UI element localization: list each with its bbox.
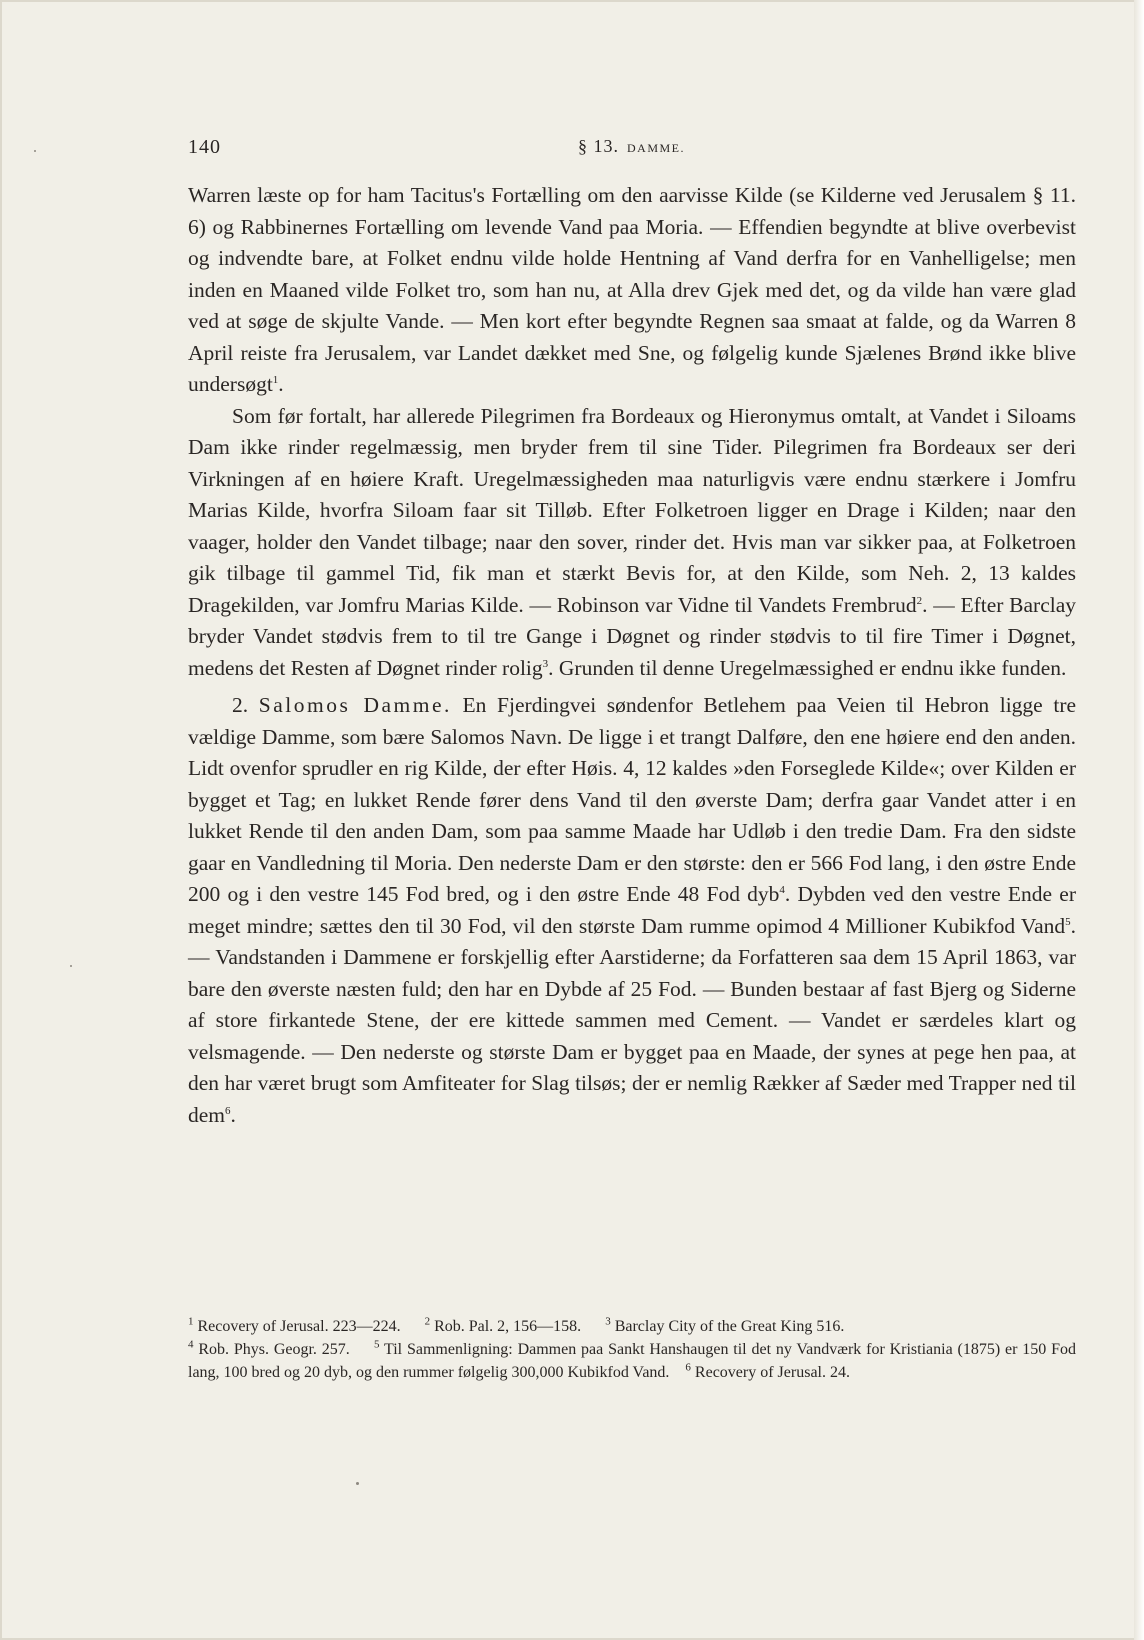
footnote-block-2 [188, 1338, 1076, 1384]
footnote-text: Rob. Phys. Geogr. 257. [198, 1341, 350, 1358]
body-text [188, 180, 1076, 1131]
section-number: § 13. [578, 136, 619, 156]
footnote-mark: 3 [605, 1315, 611, 1328]
footnote-ref-2: 2 [916, 594, 923, 607]
footnote-text: Barclay City of the Great King 516. [614, 1318, 845, 1335]
subsection-number: 2. [232, 693, 249, 717]
footnote-mark: 2 [424, 1315, 431, 1328]
paragraph-3-text-b: . Dybden ved den vestre Ende er meget mindre; sættes den til 30 Fod, vil den største Dam rumme opimod 4 Millioner Kubikfod Vand [188, 882, 1077, 938]
footnote-mark: 5 [373, 1338, 380, 1351]
footnote-text: Rob. Pal. 2, 156—158. [434, 1318, 582, 1335]
footnote-mark: 1 [188, 1315, 194, 1328]
paragraph-3-text-a: En Fjerdingvei søndenfor Betlehem paa Veien til Hebron ligge tre vældige Damme, som bære Salomos Navn. De ligge i et trangt Dalføre, den ene høiere end den anden. Lidt ovenfor sprudler en rig Kilde, der efter Høis. 4, 12 kaldes »den Forseglede Kilde«; over Kilden er bygget et Tag; en lukket Rende fører dens Vand til den øverste Dam; derfra gaar Vandet atter i en lukket Rende til den anden Dam, som paa samme Maade har Udløb i den tredie Dam. Fra den sidste gaar en Vandledning til Moria. Den nederste Dam er den største: den er 566 Fod lang, i den østre Ende 200 og i den vestre 145 Fod bred, og i den østre Ende 48 Fod dyb [188, 693, 1077, 906]
paragraph-3-end: . [230, 1102, 236, 1127]
paragraph-2-text-a: Som før fortalt, har allerede Pilegrimen fra Bordeaux og Hieronymus omtalt, at Vandet i Siloams Dam ikke rinder regelmæssig, men bryder frem til sine Tider. Pilegrimen fra Bordeaux ser deri Virkningen af en høiere Kraft. Uregelmæssigheden maa naturligvis være endnu stærkere i Jomfru Marias Kilde, hvorfra Siloam faar sit Tilløb. Efter Folketroen ligger en Drage i Kilden; naar den vaager, holder den Vandet tilbage; naar den sover, rinder det. Hvis man var sikker paa, at Folketroen gik tilbage til gammel Tid, fik man et stærkt Bevis for, at den Kilde, som Neh. 2, 13 kaldes Dragekilden, var Jomfru Marias Kilde. — Robinson var Vidne til Vandets Frembrud [188, 403, 1076, 617]
paragraph-3-text-c: . — Vandstanden i Dammene er forskjellig efter Aarstiderne; da Forfatteren saa dem 15 April 1863, var bare den øverste næsten fuld; den har en Dybde af 25 Fod. — Bunden bestaar af fast Bjerg og Siderne af store firkantede Stene, der ere kittede sammen med Cement. — Vandet er særdeles klart og velsmagende. — Den nederste og største Dam er bygget paa en Maade, der synes at pege hen paa, at den har været brugt som Amfiteater for Slag tilsøs; der er nemlig Rækker af Sæder med Trapper ned til dem [188, 913, 1076, 1127]
footnotes [188, 1315, 1076, 1384]
footnote-text: Recovery of Jerusal. 24. [694, 1364, 850, 1381]
page-edge [1134, 0, 1144, 1640]
paragraph-2 [188, 401, 1076, 685]
footnote-mark: 4 [188, 1338, 194, 1351]
footnote-ref-1: 1 [272, 373, 279, 386]
section-heading [578, 136, 685, 157]
footnote-text: Recovery of Jerusal. 223—224. [197, 1318, 401, 1335]
paper-speck [356, 1482, 359, 1485]
paragraph-1 [188, 180, 1076, 401]
section-title: DAMME. [627, 141, 686, 155]
footnote-block-1 [188, 1315, 1076, 1338]
paragraph-1-end: . [278, 372, 284, 396]
subsection-title: Salomos Damme. [258, 693, 452, 717]
paragraph-1-text: Warren læste op for ham Tacitus's Fortælling om den aarvisse Kilde (se Kilderne ved Jerusalem § 11. 6) og Rabbinernes Fortælling om levende Vand paa Moria. — Effendien begyndte at blive overbevist og indvendte bare, at Folket endnu vilde holde Hentning af Vand derfra for en Vanhelligelse; men inden en Maaned vilde Folket tro, som han nu, at Alla drev Gjek med det, og da vilde han være glad ved at søge de skjulte Vande. — Men kort efter begyndte Regnen saa smaat at falde, og da Warren 8 April reiste fra Jerusalem, var Landet dækket med Sne, og følgelig kunde Sjælenes Brønd ikke blive undersøgt [188, 183, 1076, 396]
footnote-ref-3: 3 [542, 657, 549, 670]
paper-speck [70, 965, 72, 967]
paper-speck [34, 150, 36, 152]
footnote-text: Til Sammenligning: Dammen paa Sankt Hanshaugen til det ny Vandværk for Kristiania (1875) er 150 Fod lang, 100 bred og 20 dyb, og den rummer følgelig 300,000 Kubikfod Vand. [188, 1341, 1077, 1381]
running-header [188, 136, 1076, 164]
paragraph-2-text-c: . Grunden til denne Uregelmæssighed er endnu ikke funden. [548, 655, 1067, 680]
footnote-ref-4: 4 [779, 883, 785, 896]
footnote-ref-5: 5 [1065, 915, 1071, 928]
paragraph-2-text-b: . — Efter Barclay bryder Vandet stødvis frem to til tre Gange i Døgnet og rinder stødvis to til fire Timer i Døgnet, medens det Resten af Døgnet rinder rolig [188, 592, 1076, 680]
footnote-ref-6: 6 [225, 1104, 231, 1117]
footnote-mark: 6 [685, 1361, 691, 1374]
page-number: 140 [188, 136, 221, 158]
paragraph-3 [188, 690, 1076, 1131]
